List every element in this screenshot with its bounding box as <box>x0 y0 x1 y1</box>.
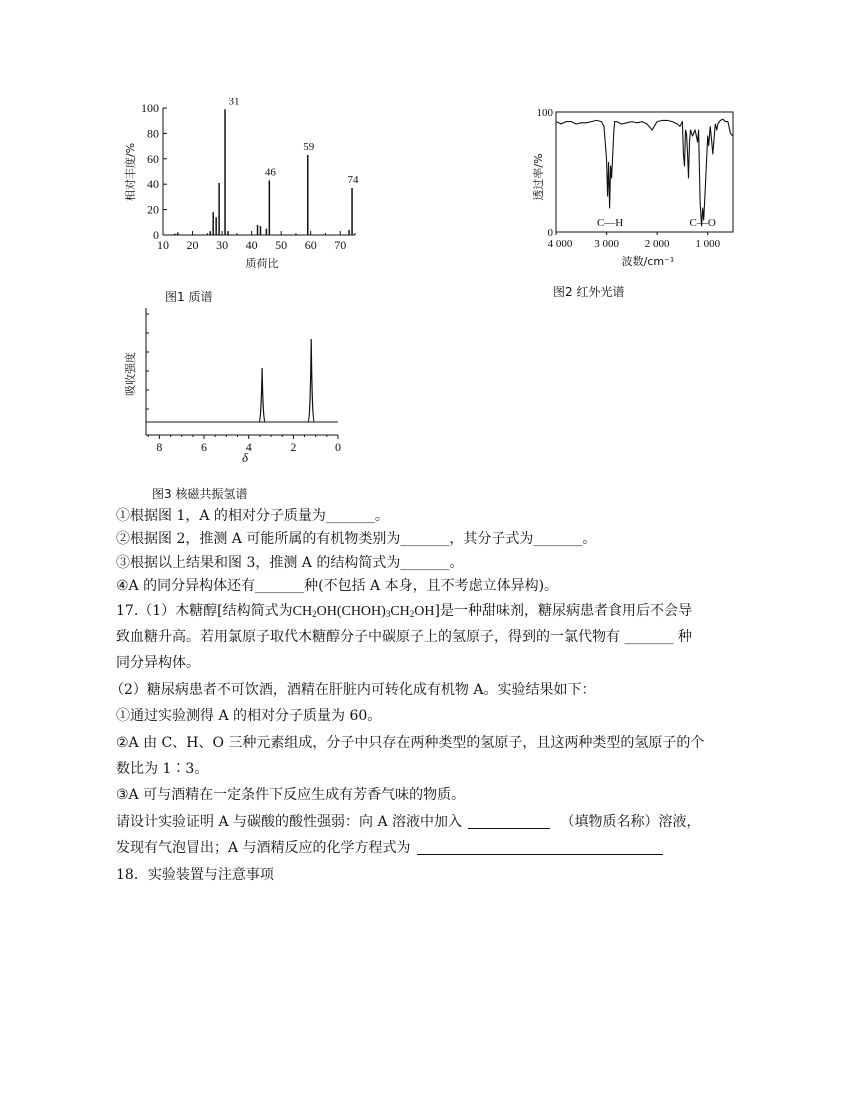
ir-y-tick-label: 100 <box>536 107 553 119</box>
answer-blank-reagent[interactable] <box>468 814 550 829</box>
ir-x-tick-label: 3 000 <box>594 238 619 250</box>
question-text <box>110 505 736 887</box>
ir-spectrum-chart <box>528 102 744 272</box>
mass-y-tick-label: 80 <box>147 126 159 141</box>
ir-y-tick-label: 0 <box>547 227 553 239</box>
mass-xlabel: 质荷比 <box>245 257 279 270</box>
q17-design-line-2 <box>116 837 736 860</box>
mass-x-tick-label: 50 <box>275 238 288 252</box>
ir-ylabel: 透过率/% <box>532 153 545 201</box>
mass-x-tick-label: 10 <box>157 238 169 252</box>
mass-peak-label: 59 <box>303 140 315 153</box>
q18-title: 18．实验装置与注意事项 <box>116 866 274 883</box>
nmr-xlabel: δ <box>241 450 249 465</box>
q17-equation-text: 发现有气泡冒出；A 与酒精反应的化学方程式为 <box>116 840 411 857</box>
mass-y-tick-label: 20 <box>147 202 159 217</box>
mass-x-tick-label: 40 <box>245 238 258 252</box>
q17-design-text: 请设计实验证明 A 与碳酸的酸性强弱：向 A 溶液中加入 <box>116 813 463 830</box>
nmr-x-tick-label: 8 <box>156 440 163 454</box>
q17-result-2-line-2: 数比为 1∶3。 <box>116 761 209 778</box>
q17-line-1 <box>116 600 736 623</box>
q17-part-2: （2）糖尿病患者不可饮酒，酒精在肝脏内可转化成有机物 A。实验结果如下： <box>110 681 596 698</box>
q16-item-2: ②根据图 2，推测 A 可能所属的有机物类别为_______，其分子式为_______。 <box>116 531 597 548</box>
mass-x-tick-label: 20 <box>186 238 199 252</box>
ir-x-tick-label: 1 000 <box>695 238 721 250</box>
mass-peak-label: 46 <box>264 166 276 179</box>
mass-x-tick-label: 70 <box>334 238 347 252</box>
q16-item-4: ④A 的同分异构体还有_______种(不包括 A 本身，且不考虑立体异构)。 <box>116 578 559 595</box>
q17-line-2: 致血糖升高。若用氯原子取代木糖醇分子中碳原子上的氢原子，得到的一氯代物有 _______ 种 <box>116 629 692 646</box>
mass-x-tick-label: 30 <box>216 238 229 252</box>
q17-line-3: 同分异构体。 <box>116 655 200 672</box>
nmr-x-tick-label: 4 <box>245 440 252 454</box>
q17-intro: 17.（1）木糖醇[结构简式为 <box>116 602 293 619</box>
mass-ylabel: 相对丰度/% <box>124 142 137 202</box>
ir-annotation-co: C—O <box>689 217 716 229</box>
nmr-x-tick-label: 0 <box>335 440 341 454</box>
mass-y-tick-label: 40 <box>147 177 159 192</box>
mass-peak-label: 74 <box>347 174 359 187</box>
nmr-peak <box>308 339 314 422</box>
nmr-ylabel: 吸收强度 <box>124 352 137 396</box>
ir-x-tick-label: 2 000 <box>644 238 670 250</box>
mass-peak-label: 31 <box>228 98 240 108</box>
nmr-peak <box>259 368 265 422</box>
mass-caption: 图1 质谱 <box>165 290 213 304</box>
q17-result-2-line-1: ②A 由 C、H、O 三种元素组成，分子中只存在两种类型的氢原子，且这两种类型的氢原子的个 <box>116 734 705 751</box>
q17-intro-end: ]是一种甜味剂，糖尿病患者食用后不会导 <box>434 602 692 619</box>
xylitol-formula: $CH_2OH(CHOH)_3CH_2OH$ <box>292 603 435 619</box>
nmr-caption: 图3 核磁共振氢谱 <box>152 487 248 501</box>
answer-blank-equation[interactable] <box>417 840 663 855</box>
mass-y-tick-label: 60 <box>147 151 159 166</box>
ir-x-tick-label: 4 000 <box>547 238 573 250</box>
mass-spectrum-chart <box>120 98 360 278</box>
q16-item-1: ①根据图 1，A 的相对分子质量为_______。 <box>116 508 389 524</box>
nmr-spectrum-chart <box>120 302 350 470</box>
nmr-x-tick-label: 2 <box>290 440 297 454</box>
ir-caption: 图2 红外光谱 <box>553 285 625 299</box>
q16-item-3: ③根据以上结果和图 3，推测 A 的结构简式为_______。 <box>116 554 464 571</box>
ir-xlabel: 波数/cm⁻¹ <box>621 255 675 268</box>
ir-series-line <box>556 119 733 226</box>
mass-y-tick-label: 0 <box>153 228 159 242</box>
mass-y-tick-label: 100 <box>141 101 159 115</box>
q17-design-line-1 <box>116 811 736 834</box>
q17-result-3: ③A 可与酒精在一定条件下反应生成有芳香气味的物质。 <box>116 787 466 804</box>
mass-x-tick-label: 60 <box>304 238 317 252</box>
q17-result-1: ①通过实验测得 A 的相对分子质量为 60。 <box>116 708 382 725</box>
q17-design-hint: （填物质名称）溶液， <box>560 813 701 830</box>
ir-annotation-ch: C—H <box>596 217 624 229</box>
nmr-x-tick-label: 6 <box>201 440 208 454</box>
